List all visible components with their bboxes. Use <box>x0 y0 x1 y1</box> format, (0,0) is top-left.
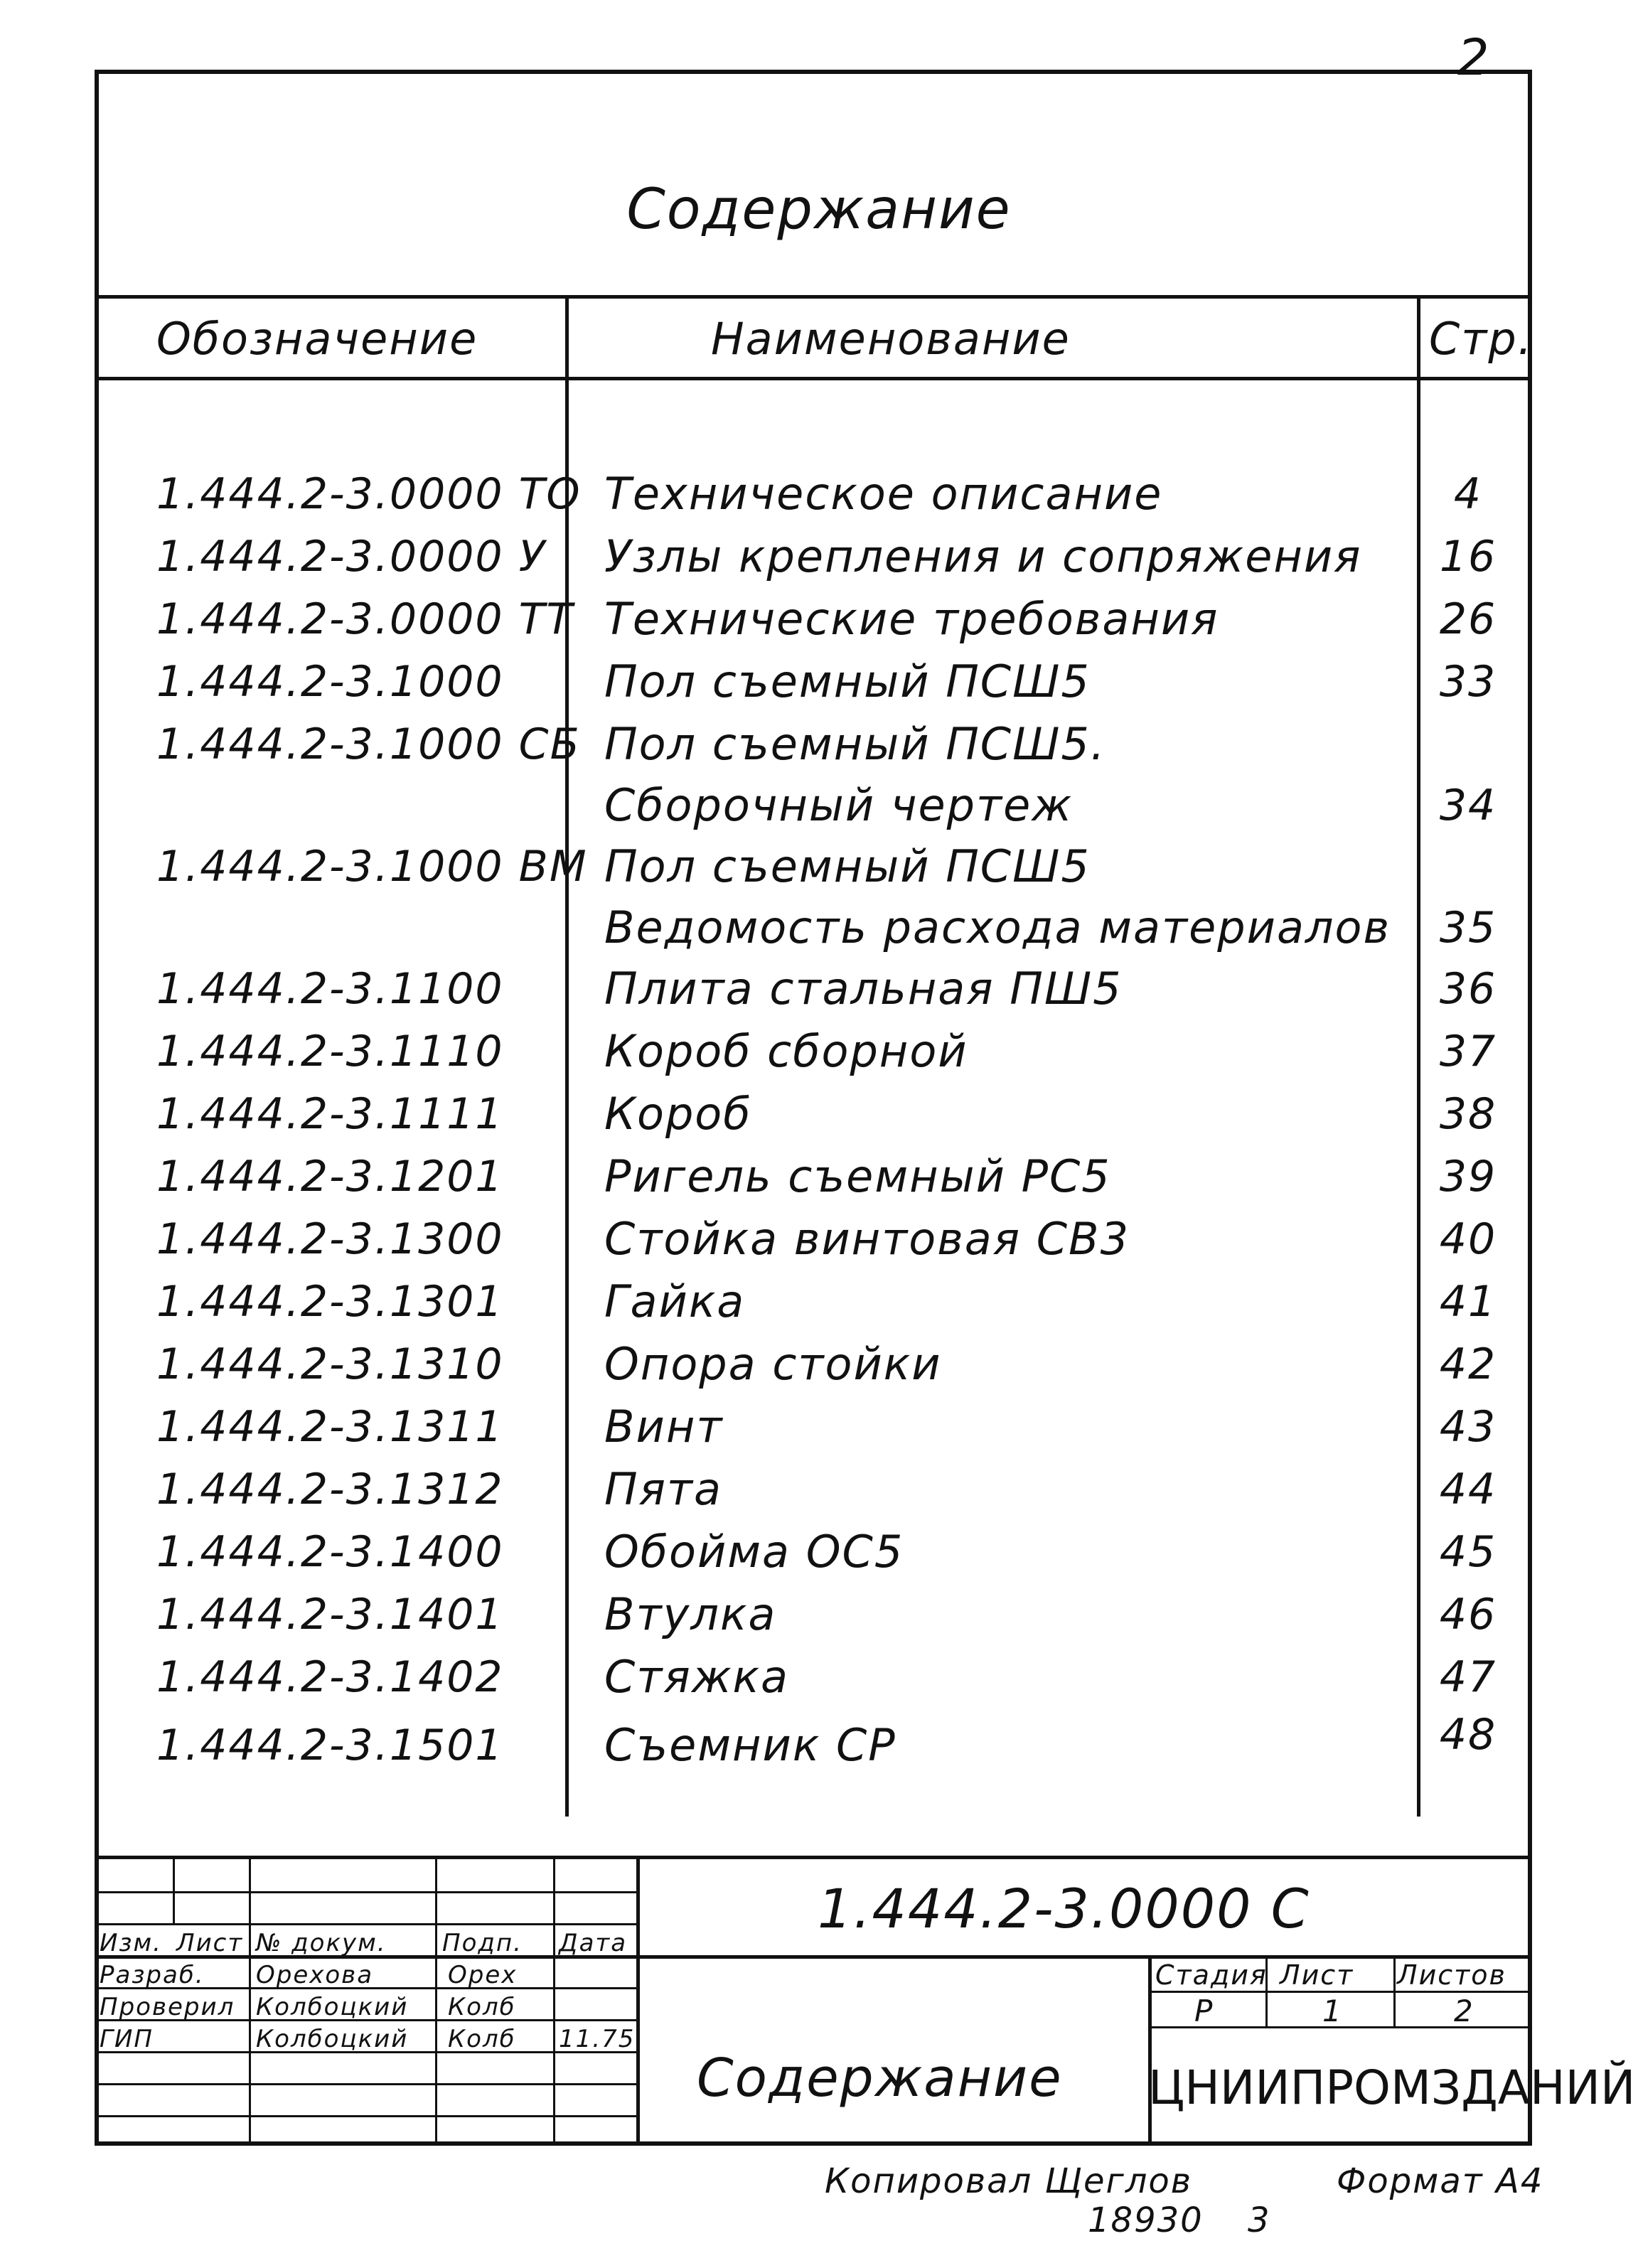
row-page: 46 <box>1439 1590 1497 1640</box>
row-name-line2: Ведомость расхода материалов <box>604 902 1391 953</box>
stamp-person: Колбоцкий <box>256 1993 409 2021</box>
row-code: 1.444.2-3.0000 ТО <box>156 469 582 519</box>
document-name: Содержание <box>697 2048 1063 2109</box>
row-name: Ригель съемный РС5 <box>604 1150 1111 1202</box>
row-code: 1.444.2-3.1000 СБ <box>156 720 581 769</box>
row-code: 1.444.2-3.1310 <box>156 1339 504 1389</box>
order-suffix: 3 <box>1248 2200 1271 2240</box>
stamp-grid-line <box>1148 1955 1152 2146</box>
row-code: 1.444.2-3.1301 <box>156 1277 504 1327</box>
row-name: Обойма ОС5 <box>604 1526 904 1578</box>
stamp-signature: Колб <box>448 1993 516 2021</box>
row-page: 4 <box>1453 469 1483 519</box>
stamp-role: ГИП <box>100 2025 154 2053</box>
row-name: Съемник СР <box>604 1719 896 1771</box>
order-number: 18930 <box>1088 2200 1204 2240</box>
stage-label: Стадия <box>1155 1959 1268 1991</box>
row-code: 1.444.2-3.1000 ВМ <box>156 842 588 892</box>
row-code: 1.444.2-3.1111 <box>156 1089 504 1139</box>
page-number: 2 <box>1457 28 1491 87</box>
row-code: 1.444.2-3.1000 <box>156 657 504 707</box>
row-name: Стойка винтовая СВ3 <box>604 1213 1130 1265</box>
row-page: 42 <box>1439 1339 1497 1389</box>
row-name: Пол съемный ПСШ5. <box>604 718 1106 770</box>
row-name: Пол съемный ПСШ5 <box>604 840 1091 892</box>
row-name: Плита стальная ПШ5 <box>604 963 1123 1015</box>
stamp-grid-line <box>553 1856 555 2146</box>
row-page: 35 <box>1439 903 1497 953</box>
row-page: 44 <box>1439 1465 1497 1514</box>
column-header-page: Стр. <box>1429 313 1533 365</box>
row-code: 1.444.2-3.1201 <box>156 1152 504 1202</box>
stamp-grid-line <box>173 1856 175 1923</box>
row-code: 1.444.2-3.1100 <box>156 964 504 1014</box>
page-title: Содержание <box>626 178 1012 242</box>
row-name: Технические требования <box>604 593 1219 645</box>
stamp-grid-line <box>636 1856 640 2146</box>
row-name: Винт <box>604 1401 724 1453</box>
document-code: 1.444.2-3.0000 С <box>818 1877 1310 1940</box>
format-label: Формат А4 <box>1337 2161 1544 2201</box>
stamp-header-list: Лист <box>176 1929 244 1957</box>
header-bottom-rule <box>95 377 1532 380</box>
row-page: 39 <box>1439 1152 1497 1202</box>
stamp-signature: Орех <box>448 1961 518 1989</box>
sheet-value: 1 <box>1322 1994 1343 2028</box>
row-code: 1.444.2-3.1401 <box>156 1590 504 1640</box>
row-page: 43 <box>1439 1402 1497 1452</box>
sheets-value: 2 <box>1454 1994 1474 2028</box>
stamp-grid-line <box>249 1856 251 2146</box>
stamp-header-sign: Подп. <box>442 1929 523 1957</box>
column-divider-1 <box>565 295 569 1817</box>
row-code: 1.444.2-3.0000 ТТ <box>156 594 574 644</box>
column-divider-2 <box>1417 295 1420 1817</box>
row-code: 1.444.2-3.1402 <box>156 1652 504 1702</box>
row-code: 1.444.2-3.1501 <box>156 1721 504 1770</box>
stamp-header-date: Дата <box>559 1929 628 1957</box>
stamp-grid-line <box>1148 1991 1532 1993</box>
column-header-designation: Обозначение <box>156 313 478 365</box>
organization-name: ЦНИИПРОМЗДАНИЙ <box>1148 2060 1636 2115</box>
row-name: Стяжка <box>604 1651 789 1703</box>
row-name: Узлы крепления и сопряжения <box>604 530 1362 582</box>
stamp-role: Разраб. <box>100 1961 205 1989</box>
copied-by: Копировал Щеглов <box>825 2161 1193 2201</box>
row-code: 1.444.2-3.0000 У <box>156 532 547 582</box>
row-code: 1.444.2-3.1400 <box>156 1527 504 1577</box>
stamp-person: Колбоцкий <box>256 2025 409 2053</box>
stamp-role: Проверил <box>100 1993 235 2021</box>
row-code: 1.444.2-3.1110 <box>156 1027 504 1076</box>
row-name: Гайка <box>604 1275 746 1327</box>
row-page: 36 <box>1439 964 1497 1014</box>
stage-value: Р <box>1194 1994 1214 2028</box>
stamp-grid-line <box>1393 1955 1396 2026</box>
row-page: 41 <box>1439 1277 1497 1327</box>
row-page: 26 <box>1439 594 1497 644</box>
row-page: 33 <box>1439 657 1497 707</box>
stamp-header-izm: Изм. <box>100 1929 162 1957</box>
row-name: Пол съемный ПСШ5 <box>604 656 1091 707</box>
row-name: Втулка <box>604 1588 777 1640</box>
row-page: 47 <box>1439 1652 1497 1702</box>
row-name-line2: Сборочный чертеж <box>604 779 1074 831</box>
row-page: 34 <box>1439 781 1497 830</box>
stamp-signature: Колб <box>448 2025 516 2053</box>
row-name: Опора стойки <box>604 1338 942 1390</box>
sheets-label: Листов <box>1397 1959 1506 1991</box>
row-page: 45 <box>1439 1527 1497 1577</box>
row-name: Короб сборной <box>604 1025 968 1077</box>
row-name: Техническое описание <box>604 468 1163 520</box>
stamp-date: 11.75 <box>559 2025 636 2053</box>
row-code: 1.444.2-3.1312 <box>156 1465 504 1514</box>
row-page: 38 <box>1439 1089 1497 1139</box>
sheet-label: Лист <box>1280 1959 1354 1991</box>
row-code: 1.444.2-3.1300 <box>156 1214 504 1264</box>
stamp-person: Орехова <box>256 1961 374 1989</box>
column-header-name: Наименование <box>711 313 1071 365</box>
stamp-header-doc-no: № докум. <box>256 1929 387 1957</box>
stamp-top-rule <box>95 1856 1532 1859</box>
header-top-rule <box>95 295 1532 299</box>
row-page: 37 <box>1439 1027 1497 1076</box>
row-name: Короб <box>604 1088 752 1140</box>
row-code: 1.444.2-3.1311 <box>156 1402 504 1452</box>
row-page: 48 <box>1439 1710 1497 1760</box>
stamp-grid-line <box>435 1856 437 2146</box>
row-name: Пята <box>604 1463 723 1515</box>
row-page: 16 <box>1439 532 1497 582</box>
row-page: 40 <box>1439 1214 1497 1264</box>
